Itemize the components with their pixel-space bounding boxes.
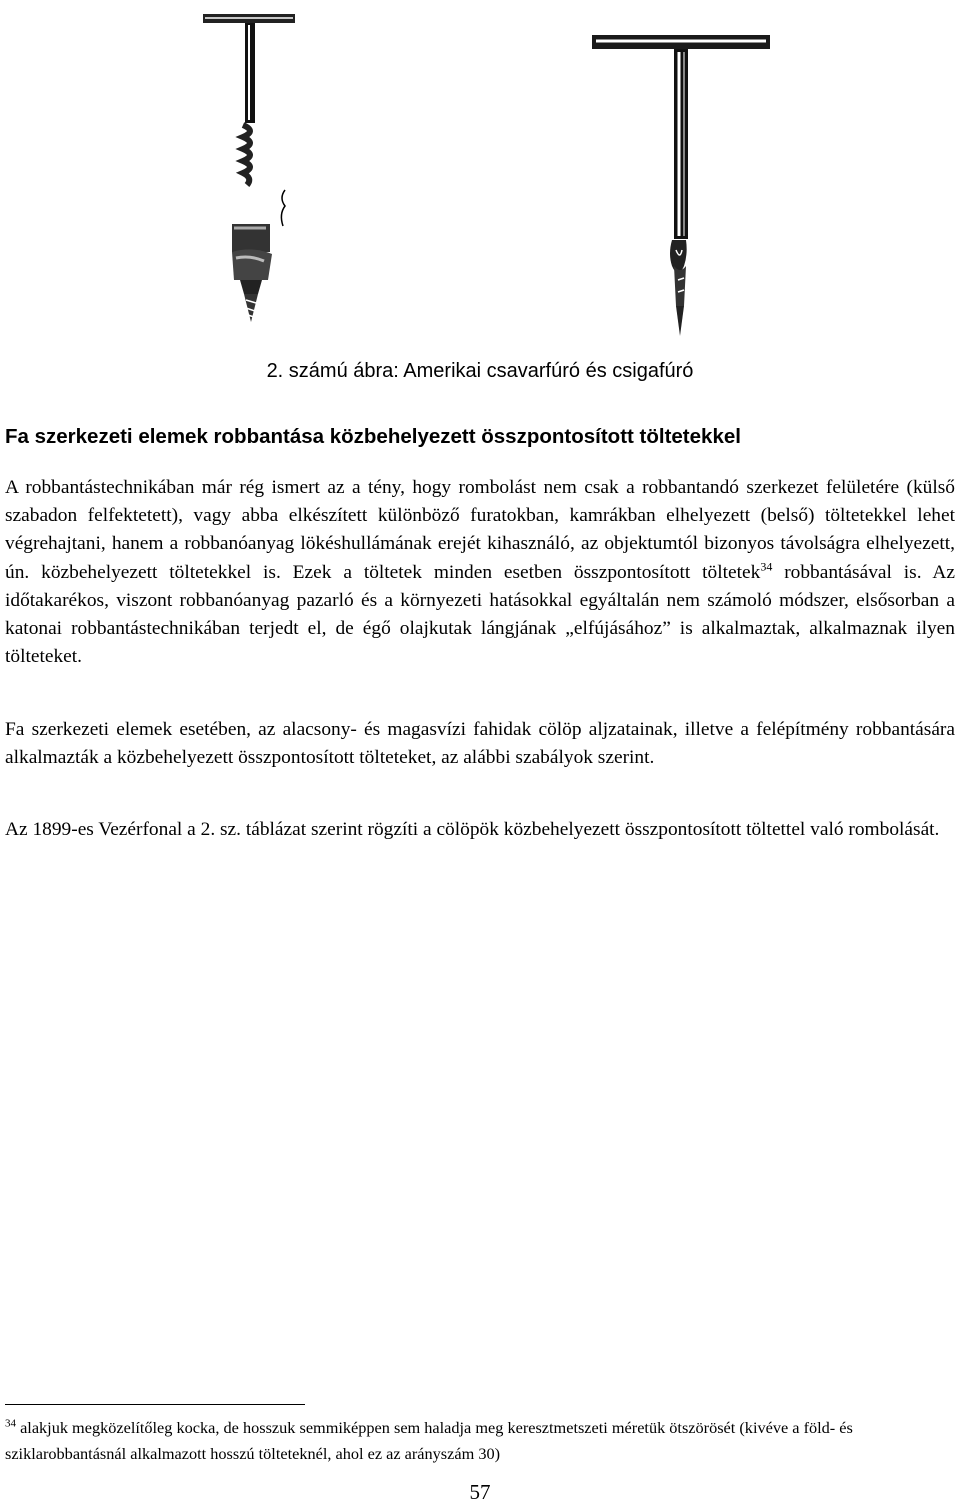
paragraph-2: Fa szerkezeti elemek esetében, az alacsony- és magasvízi fahidak cölöp aljzatainak, illetve a felépítmény robbantására alkalmazták a közbehelyezett összpontosított tölteteket, az alábbi szabályok szerint.	[5, 719, 955, 769]
section-heading: Fa szerkezeti elemek robbantása közbehelyezett összpontosított töltetekkel	[5, 425, 741, 448]
paragraph-1-text-start: A robbantástechnikában már rég ismert az a tény, hogy rombolást nem csak a robbantandó szerkezet felületére (külső szabadon felfektetett), vagy abba elkészített különböző furatokban, kamrákban elhelyezett (belső) töltetekkel lehet végrehajtani, hanem a robbanóanyag lökéshullámának erejét kihasználó, az objektumtól bizonyos távolságra elhelyezett, ún. közbehelyezett töltetekkel is. Ezek a töltetek minden esetben összpontosított töltetek	[5, 477, 955, 583]
paragraph-3: Az 1899-es Vezérfonal a 2. sz. táblázat szerint rögzíti a cölöpök közbehelyezett összpontosított töltettel való rombolását.	[5, 819, 940, 840]
paragraph-1	[5, 474, 955, 671]
footnote-number: 34	[5, 1417, 16, 1430]
screw-auger-drawing	[203, 14, 295, 322]
footnote-separator	[5, 1404, 305, 1405]
footnote-reference: 34	[760, 559, 773, 574]
footnote	[5, 1415, 955, 1467]
figure-drill-illustrations	[0, 0, 960, 350]
drill-illustration	[0, 0, 960, 350]
gimlet-drawing	[592, 35, 770, 336]
paragraph-1-text-end: robbantásával is. Az időtakarékos, viszont robbanóanyag pazarló és a környezeti hatásokkal egyáltalán nem számoló módszer, elsősorban a katonai robbantástechnikában terjedt el, de égő olajkutak lángjának „elfújásához” is alkalmaztak, alkalmaznak ilyen tölteteket.	[5, 561, 955, 668]
page-number: 57	[469, 1480, 491, 1504]
figure-caption: 2. számú ábra: Amerikai csavarfúró és csigafúró	[266, 360, 694, 382]
footnote-text: alakjuk megközelítőleg kocka, de hosszuk semmiképpen sem haladja meg keresztmetszeti méretük ötszörösét (kivéve a föld- és sziklarobbantásnál alkalmazott hosszú tölteteknél, ahol ez az arányszám 30)	[5, 1418, 853, 1463]
